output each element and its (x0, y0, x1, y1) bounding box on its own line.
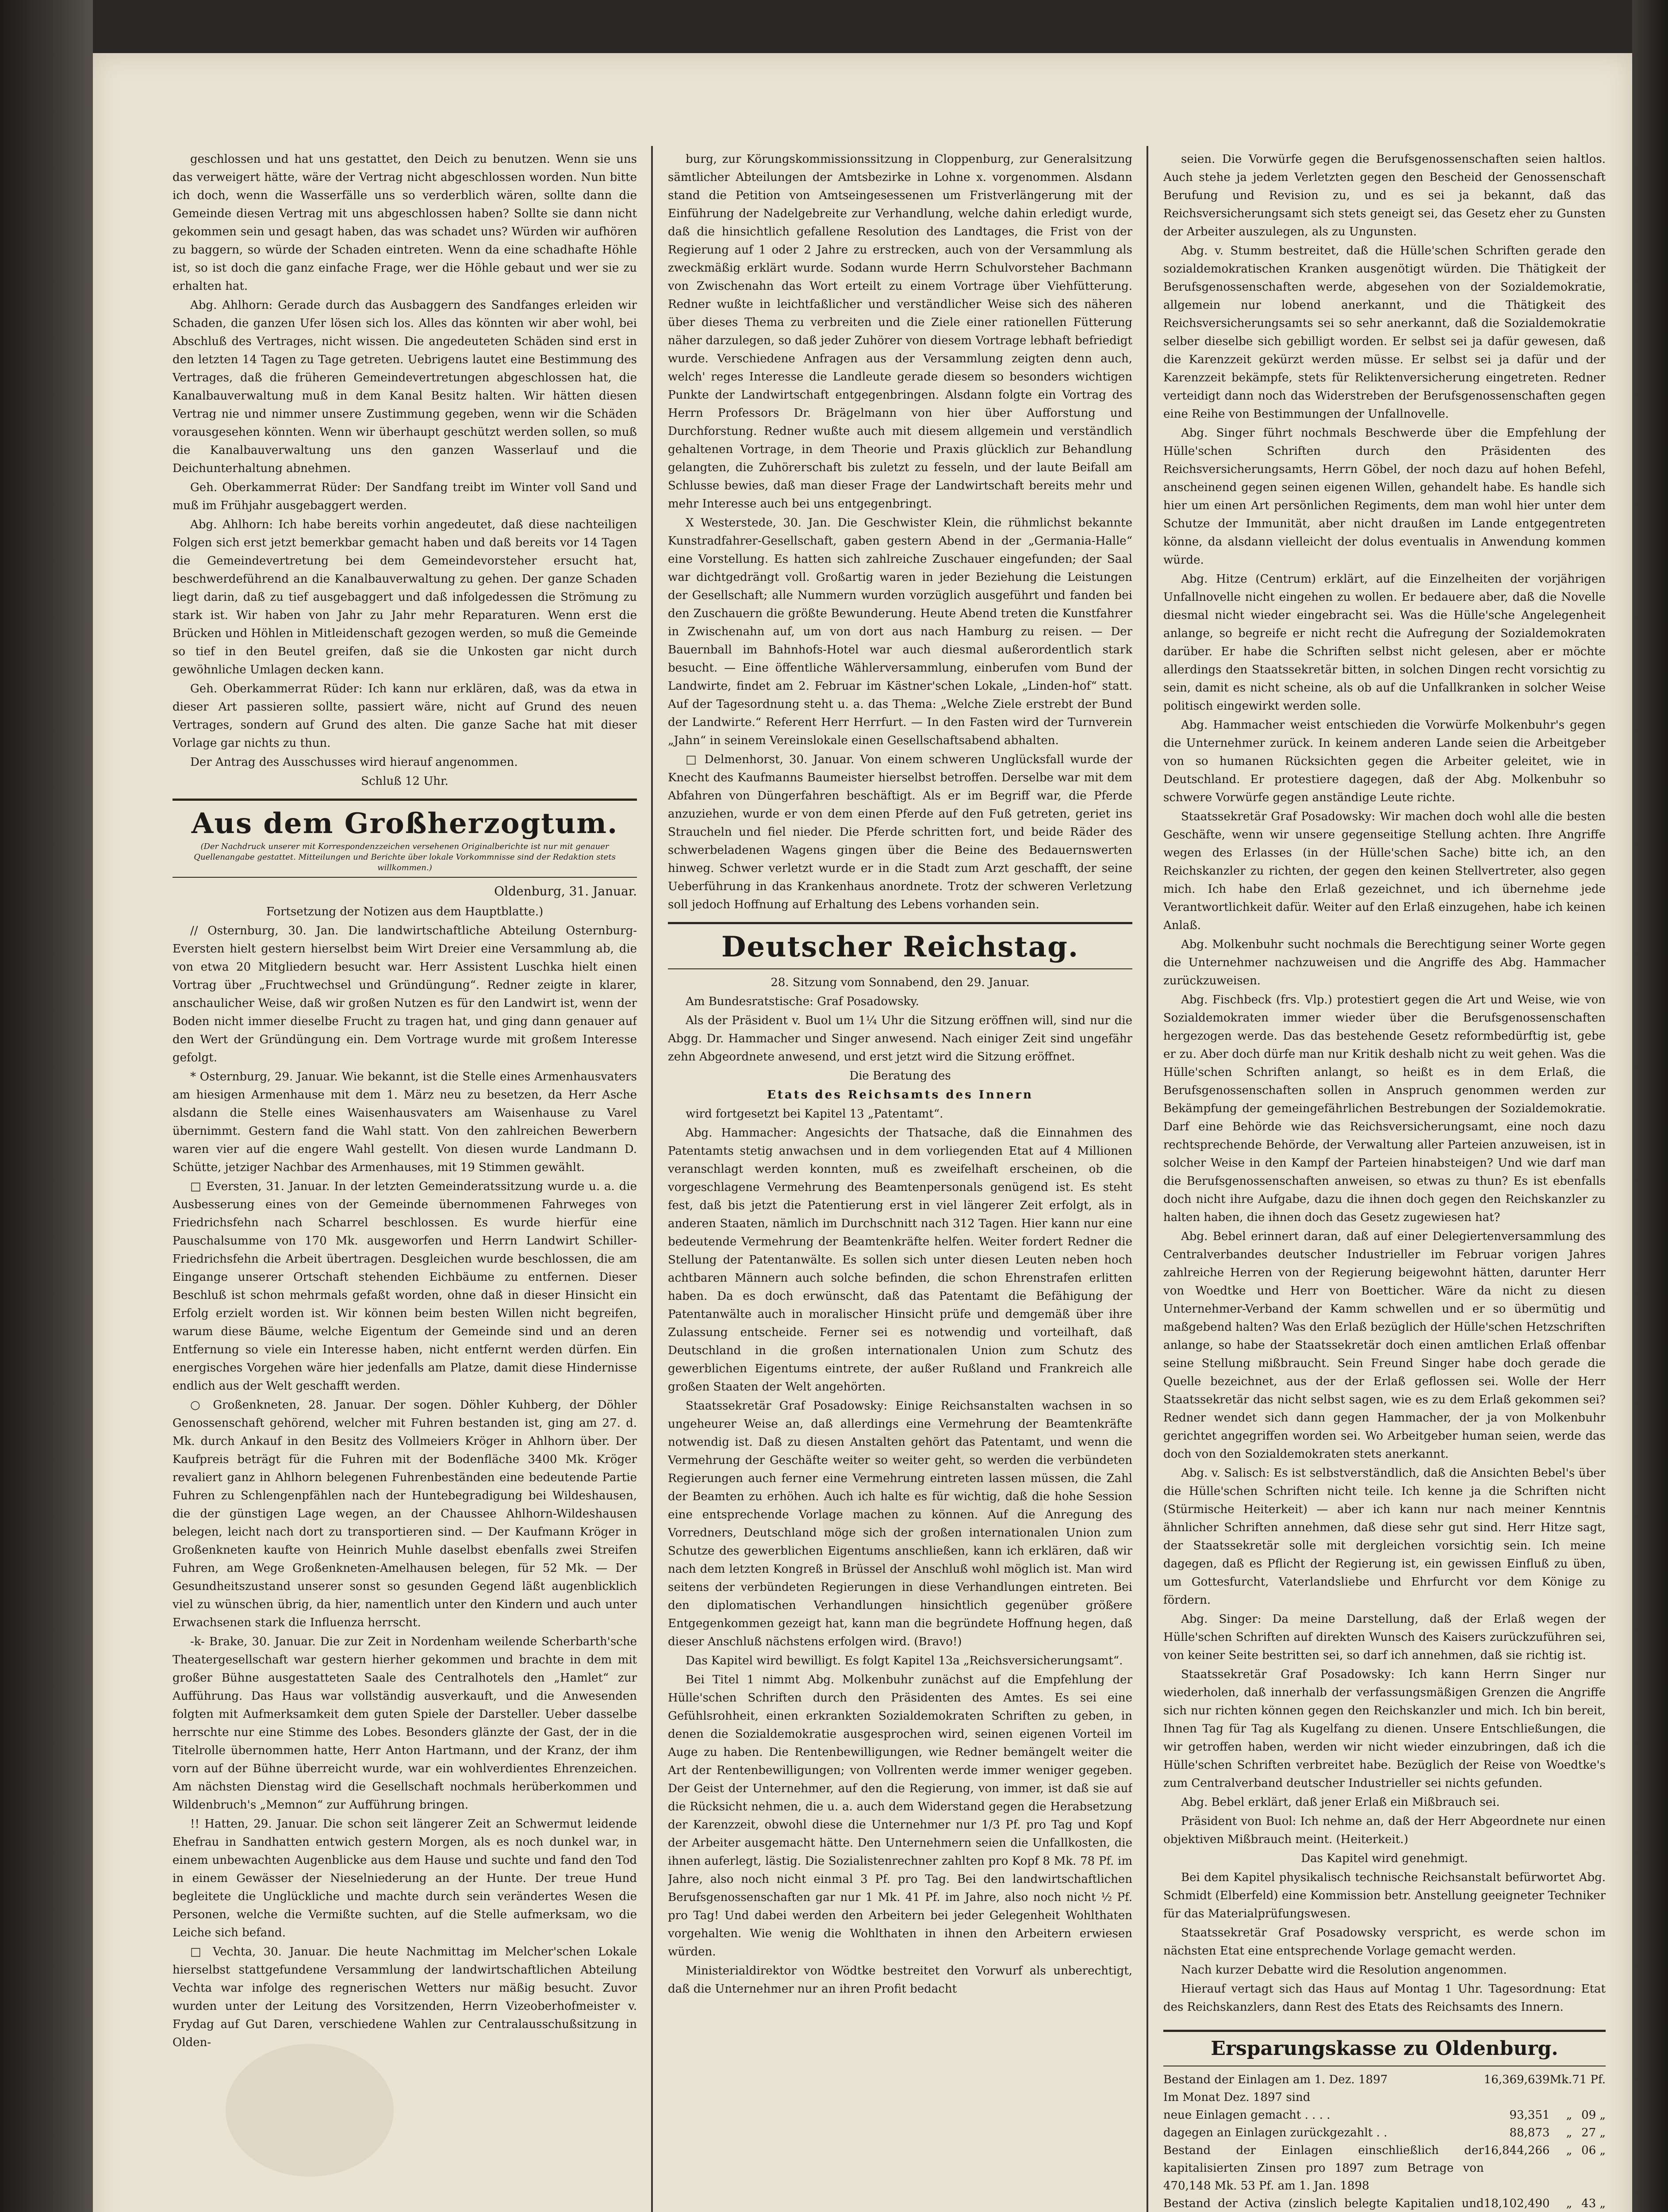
report-paragraph: Am Bundesratstische: Graf Posadowsky. (686, 995, 919, 1008)
row-amount (1484, 2089, 1550, 2106)
report-paragraph: Als der Präsident v. Buol um 1¼ Uhr die Sitzung eröffnen will, sind nur die Abgg. Dr. Hammacher und Singer anwesend. Nach einiger Zeit sind ungefähr zehn Abgeordnete anwesend, und erst jetzt wird die Sitzung eröffnet. (668, 1014, 1132, 1064)
report-paragraph: Nach kurzer Debatte wird die Resolution angenommen. (1181, 1963, 1507, 1977)
row-amount: 88,873 (1509, 2126, 1550, 2139)
row-pf: 09 „ (1581, 2108, 1606, 2122)
row-mk: „ (1566, 2108, 1572, 2122)
news-item: * Osternburg, 29. Januar. Wie bekannt, ist die Stelle eines Armenhausvaters am hiesigen Armenhause mit dem 1. März neu zu besetzen, da Herr Asche alsdann die Stelle eines Waisenhausvaters am Waisenhause zu Varel übernimmt. Gestern fand die Wahl statt. Von den zahlreichen Bewerbern waren vier auf die engere Wahl gestellt. Von diesen wurde Landmann D. Schütte, jetziger Nachbar des Armenhauses, mit 19 Stimmen gewählt. (173, 1070, 637, 1174)
row-label: Im Monat Dez. 1897 sind (1163, 2091, 1311, 2104)
column-1 (173, 150, 637, 2212)
report-paragraph: Abg. Hammacher: Angesichts der Thatsache, daß die Einnahmen des Patentamts stetig anwachsen und in dem vorliegenden Etat auf 4 Millionen veranschlagt werden konnten, muß es zweifelhaft erscheinen, ob die vorgeschlagene Vermehrung des Beamtenpersonals genügend ist. Es steht fest, daß bis jetzt die Patentierung erst in viel längerer Zeit erfolgt, als in anderen Staaten, nämlich im Durchschnitt nach 312 Tagen. Hier kann nur eine bedeutende Vermehrung der Beamtenkräfte helfen. Weiter fordert Redner die Stellung der Patentanwälte. Es sollen sich unter diesen Leuten neben hoch achtbaren Männern auch solche befinden, die schon Ehrenstrafen erlitten haben. Da es doch erwünscht, daß das Patentamt die Befähigung der Patentanwälte auch in moralischer Hinsicht prüfe und demgemäß über ihre Zulassung entscheide. Ferner sei es notwendig und vorteilhaft, daß Deutschland in die großen internationalen Union zum Schutz des gewerblichen Eigentums eintrete, der außer Rußland und Frankreich alle großen Staaten der Welt angehörten. (668, 1126, 1132, 1394)
row-mk (1550, 2089, 1572, 2106)
article-paragraph: Abg. Ahlhorn: Gerade durch das Ausbaggern des Sandfanges erleiden wir Schaden, die ganzen Ufer lösen sich los. Alles das könnten wir aber wohl, bei Abschluß des Vertrages, nicht wissen. Die angedeuteten Schäden sind erst in den letzten 14 Tagen zu Tage getreten. Uebrigens lautet eine Bestimmung des Vertrages, daß die früheren Gemeindevertretungen abgeschlossen hat, die Kanalbauverwaltung muß in dem Kanal Besitz halten. Wir hätten diesen Vertrag nie und nimmer unsere Zustimmung gegeben, wenn wir die Schäden vorausgesehen könnten. Wenn wir überhaupt geschützt werden sollen, so muß die Kanalbauverwaltung uns den ganzen Wasserlauf und die Deichunterhaltung abnehmen. (173, 299, 637, 475)
report-paragraph: Abg. Bebel erklärt, daß jener Erlaß ein Mißbrauch sei. (1181, 1796, 1500, 1809)
row-amount: 16,369,639 (1484, 2073, 1550, 2086)
row-mk: „ (1566, 2144, 1572, 2157)
report-paragraph: Staatssekretär Graf Posadowsky: Wir machen doch wohl alle die besten Geschäfte, wenn wir unsere gegenseitige Stellung achten. Ihre Angriffe wegen des Erlasses (in der Hülle'schen Sache) bitte ich, an den Reichskanzler zu richten, der gegen den keinen Stellvertreter, also gegen mich. Ich habe den Erlaß gezeichnet, und ich übernehme jede Verantwortlichkeit dafür. Weiter auf den Erlaß einzugehen, habe ich keinen Anlaß. (1163, 810, 1606, 932)
report-paragraph: Das Kapitel wird bewilligt. Es folgt Kapitel 13a „Reichsversicherungsamt“. (686, 1654, 1123, 1667)
row-mk: „ (1566, 2197, 1572, 2210)
section-header-reichstag (668, 922, 1132, 969)
news-item: □ Vechta, 30. Januar. Die heute Nachmittag im Melcher'schen Lokale hierselbst stattgefundene Versammlung der landwirtschaftlichen Abteilung Vechta war infolge des regnerischen Wetters nur mäßig besucht. Zuvor wurden unter der Leitung des Vorsitzenden, Herrn Vizeoberhofmeister v. Frydag auf Gut Daren, verschiedene Wahlen zur Centralausschußsitzung in Olden- (173, 1945, 637, 2049)
table-row (1163, 2071, 1606, 2089)
row-mk: Mk. (1549, 2073, 1572, 2086)
table-row (1163, 2089, 1606, 2106)
news-item: □ Eversten, 31. Januar. In der letzten Gemeinderatssitzung wurde u. a. die Ausbesserung eines von der Gemeinde übernommenen Fahrweges von Friedrichsfehn nach Scharrel beschlossen. Es wurde hierfür eine Pauschalsumme von 170 Mk. ausgeworfen und Herrn Landwirt Schiller-Friedrichsfehn die Arbeit übertragen. Desgleichen wurde beschlossen, die am Eingange unserer Ortschaft stehenden Eichbäume zu entfernen. Dieser Beschluß ist schon mehrmals gefaßt worden, ohne daß in dieser Hinsicht ein Erfolg erzielt worden ist. Wir können beim besten Willen nicht begreifen, warum diese Bäume, welche Eigentum der Gemeinde sind und an deren Entfernung so viele ein Interesse haben, nicht entfernt werden dürfen. Ein energisches Vorgehen wäre hier jedenfalls am Platze, damit diese Hindernisse endlich aus der Welt geschafft werden. (173, 1180, 637, 1393)
row-amount: 16,844,266 (1484, 2144, 1550, 2157)
savings-bank-table (1163, 2071, 1606, 2212)
row-pf: 71 Pf. (1572, 2073, 1606, 2086)
row-label: Bestand der Einlagen einschließlich der kapitalisierten Zinsen pro 1897 zum Betrage von 470,148 Mk. 53 Pf. am 1. Jan. 1898 (1163, 2144, 1484, 2193)
article-paragraph: geschlossen und hat uns gestattet, den Deich zu benutzen. Wenn sie uns das verweigert hätte, wäre der Vertrag nicht abgeschlossen worden. Nun bitte ich doch, wenn die Wasserfälle uns so verderblich wären, sollte dann die Gemeinde diesen Vertrag mit uns abgeschlossen haben? Sollte sie dann nicht gekommen sein und gesagt haben, das was schadet uns? Würden wir aufhören zu baggern, so würde der Schaden eintreten. Wenn da eine schadhafte Höhle ist, so ist doch die ganz einfache Frage, wer die Höhle gebaut und wer sie zu erhalten hat. (173, 153, 637, 293)
book-binding (0, 0, 93, 2212)
report-paragraph: Hierauf vertagt sich das Haus auf Montag 1 Uhr. Tagesordnung: Etat des Reichskanzlers, dann Rest des Etats des Reichsamts des Innern. (1163, 1982, 1606, 2014)
row-amount: 18,102,490 (1484, 2197, 1550, 2210)
news-item: X Westerstede, 30. Jan. Die Geschwister Klein, die rühmlichst bekannte Kunstradfahrer-Gesellschaft, gaben gestern Abend in der „Germania-Halle“ eine Vorstellung. Es hatten sich zahlreiche Zuschauer eingefunden; der Saal war dichtgedrängt voll. Großartig waren in jeder Beziehung die Leistungen der Gesellschaft; alle Nummern wurden vorzüglich ausgeführt und fanden bei den Zuschauern die größte Bewunderung. Heute Abend treten die Kunstfahrer in Zwischenahn auf, um von dort aus nach Hamburg zu reisen. — Der Bauernball im Bahnhofs-Hotel war auch diesmal außerordentlich stark besucht. — Eine öffentliche Wählerversammlung, einberufen vom Bund der Landwirte, findet am 2. Februar im Kästner'schen Lokale, „Linden-hof“ statt. Auf der Tagesordnung steht u. a. das Thema: „Welche Ziele erstrebt der Bund der Landwirte.“ Referent Herr Herrfurt. — In den Fasten wird der Turnverein „Jahn“ in seinem Vereinslokale einen Gesellschaftsabend abhalten. (668, 516, 1132, 747)
row-pf: 43 „ (1581, 2197, 1606, 2210)
report-paragraph: Bei Titel 1 nimmt Abg. Molkenbuhr zunächst auf die Empfehlung der Hülle'schen Schriften durch den Präsidenten des Amtes. Es sei eine Gefühlsrohheit, einen erkrankten Sozialdemokraten Schriften zu geben, in denen die Sozialdemokratie ausgesprochen wird, seinen eigenen Vorteil im Auge zu haben. Die Rentenbewilligungen, wie Redner bemängelt weiter die Art der Rentenbewilligungen; von Vollrenten werde immer weniger gegeben. Der Geist der Unternehmer, auf den die Regierung, von immer, ist daß sie auf die Rücksicht nehmen, die u. a. auch dem Widerstand gegen die Herabsetzung der Karenzzeit, obwohl diese die Unternehmer nur 1/3 Pf. pro Tag und Kopf der Arbeiter ausgemacht hätte. Den Unternehmern seien die Unfallkosten, die ihnen auferlegt, lästig. Die Sozialistenrechner zahlten pro Kopf 8 Mk. 78 Pf. im Jahre, also noch nicht einmal 3 Pf. pro Tag. Bei den landwirtschaftlichen Berufsgenossenschaften gar nur 1 Mk. 41 Pf. im Jahre, also noch nicht ½ Pf. pro Tag! Und dabei werden den Arbeitern bei jeder Gelegenheit Wohlthaten vorgehalten. Wie wenig die Wohlthaten in ihnen den Arbeitern erwiesen würden. (668, 1673, 1132, 1959)
report-paragraph: Abg. Bebel erinnert daran, daß auf einer Delegiertenversammlung des Centralverbandes deutscher Industrieller im Februar vorigen Jahres zahlreiche Herren von der Regierung beigewohnt hätten, darunter Herr von Woedtke und Herr von Boetticher. Wäre da nicht zu diesen Unternehmer-Verband der Kamm schwellen und er so übermütig und maßgebend halten? Was den Erlaß bezüglich der Hülle'schen Hetzschriften anlange, so habe der Staatssekretär doch einen amtlichen Erlaß offenbar seine Stellung mißbraucht. Sein Freund Singer habe doch gerade die Quelle bezeichnet, aus der der Erlaß geflossen sei. Wolle der Herr Staatssekretär das nicht selbst sagen, wie es zu dem Erlaß gekommen sei? Redner wendet sich dann gegen Hammacher, der ja von Molkenbuhr gerichtet angegriffen worden sei. Wo Arbeitgeber human seien, werde das doch von den Sozialdemokraten stets anerkannt. (1163, 1230, 1606, 1461)
news-item: burg, zur Körungskommissionssitzung in Cloppenburg, zur Generalsitzung sämtlicher Abteilungen der Amtsbezirke in Lohne x. vorgenommen. Alsdann stand die Petition von Amtseingesessenen um Fristverlängerung mit der Einführung der Nadelgebreite zur Verhandlung, welche dahin erledigt wurde, daß die hinsichtlich gefallene Resolution des Landtages, die Frist von der Regierung auf 1 oder 2 Jahre zu erstrecken, auch von der Versammlung als zweckmäßig erklärt wurde. Sodann wurde Herrn Schulvorsteher Bachmann von Zwischenahn das Wort erteilt zu einem Vortrage über Viehfütterung. Redner wußte in leichtfaßlicher und verständlicher Weise sich des näheren über dieses Thema zu verbreiten und die Ziele einer rationellen Fütterung näher darzulegen, so daß jeder Zuhörer von diesem Vortrage lebhaft befriedigt wurde. Verschiedene Anfragen aus der Versammlung zeigten denn auch, welch' reges Interesse die Landleute gerade diesem so besonders wichtigen Punkte der Landwirtschaft entgegenbringen. Alsdann folgte ein Vortrag des Herrn Professors Dr. Brägelmann von hier über Aufforstung und Durchforstung. Redner wußte auch mit diesem allgemein und verständlich gehaltenen Vortrage, in dem Theorie und Praxis glücklich zur Behandlung gelangten, die Zuhörerschaft bis zuletzt zu fesseln, und der laute Beifall am Schlusse bewies, daß man dieser Frage der Landwirtschaft bereits mehr und mehr Interesse auch bei uns entgegenbringt. (668, 153, 1132, 511)
report-paragraph: wird fortgesetzt bei Kapitel 13 „Patentamt“. (686, 1107, 943, 1121)
report-paragraph: Staatssekretär Graf Posadowsky: Ich kann Herrn Singer nur wiederholen, daß innerhalb der verfassungsmäßigen Grenzen die Angriffe sich nur richten können gegen den Reichskanzler und mich. Ich bin bereit, Ihnen Tag für Tag als Kugelfang zu dienen. Unsere Entschließungen, die wir getroffen haben, werden wir nicht wieder einzubringen, daß ich die Hülle'schen Schriften verbreitet habe. Bezüglich der Reise von Woedtke's zum Centralverband deutscher Industrieller sei nichts gefunden. (1163, 1668, 1606, 1790)
row-mk: „ (1566, 2126, 1572, 2139)
reprint-notice: (Der Nachdruck unserer mit Korrespondenzzeichen versehenen Originalberichte ist nur mit genauer Quellenangabe gestattet. Mitteilungen und Berichte über lokale Vorkommnisse sind der Redaktion stets willkommen.) (194, 842, 616, 872)
row-label: dagegen an Einlagen zurückgezahlt . . (1163, 2126, 1388, 2139)
news-item: -k- Brake, 30. Januar. Die zur Zeit in Nordenham weilende Scherbarth'sche Theatergesellschaft war gestern hierher gekommen und brachte in dem mit großer Bühne ausgestatteten Saale des Centralhotels den „Hamlet“ zur Aufführung. Das Haus war vollständig ausverkauft, und die Anwesenden folgten mit Aufmerksamkeit dem guten Spiele der Darsteller. Ueber dasselbe herrschte nur eine Stimme des Lobes. Besonders glänzte der Gast, der in die Titelrolle übernommen hatte, Herr Anton Hartmann, und der Kranz, der ihm vorn auf der Bühne überreicht wurde, war ein wohlverdientes Ehrenzeichen. Am nächsten Dienstag wird die Gesellschaft nochmals herüberkommen und Wildenbruch's „Memnon“ zur Aufführung bringen. (173, 1635, 637, 1812)
news-item: // Osternburg, 30. Jan. Die landwirtschaftliche Abteilung Osternburg-Eversten hielt gestern hierselbst beim Wirt Dreier eine Versammlung ab, die von etwa 20 Mitgliedern besucht war. Herr Assistent Luschka hielt einen Vortrag über „Fruchtwechsel und Gründüngung“. Redner zeigte in klarer, anschaulicher Weise, daß wir großen Nutzen es für den Landwirt ist, wenn der Boden nicht immer dieselbe Frucht zu tragen hat, und ging dann genauer auf den Wert der Gründüngung ein. Dem Vortrage wurde mit großem Interesse gefolgt. (173, 924, 637, 1064)
report-paragraph: Abg. v. Stumm bestreitet, daß die Hülle'schen Schriften gerade den sozialdemokratischen Kranken ausgenötigt würden. Die Thätigkeit der Berufsgenossenschaften werde, abgesehen von der Sozialdemokratie, allgemein nur lobend anerkannt, und die Thätigkeit des Reichsversicherungsamts sei so sehr anerkannt, daß die Sozialdemokratie selber dieselbe sich gebilligt worden. Er selbst sei ja dafür gewesen, daß die Karenzzeit gekürzt werden müsse. Er selbst sei ja dafür und der Karenzzeit bekämpfe, stets für Reliktenversicherung eingetreten. Redner verteidigt dann noch das Widerstreben der Berufsgenossenschaften gegen eine Reihe von Bestimmungen der Unfallnovelle. (1163, 244, 1606, 421)
column-2 (668, 150, 1132, 2212)
row-label: neue Einlagen gemacht . . . . (1163, 2108, 1331, 2122)
column-3 (1163, 150, 1606, 2212)
news-item: !! Hatten, 29. Januar. Die schon seit längerer Zeit an Schwermut leidende Ehefrau in Sandhatten entwich gestern Morgen, als es noch dunkel war, in einem unbewachten Augenblicke aus dem Hause und suchte und fand den Tod in einem Gewässer der Nieselniederung an der Hunte. Der treue Hund begleitete die Unglückliche und machte durch sein verändertes Wesen die Personen, welche die Vermißte suchten, auf die Stelle aufmerksam, wo die Leiche sich befand. (173, 1817, 637, 1939)
report-paragraph: Staatssekretär Graf Posadowsky: Einige Reichsanstalten wachsen in so ungeheurer Weise an, daß allerdings eine Vermehrung der Beamtenkräfte notwendig ist. Daß zu diesen Anstalten gehört das Patentamt, und wenn die Vermehrung der Geschäfte weiter so weiter geht, so werden die verbündeten Regierungen auch ferner eine Vermehrung eintreten lassen müssen, die Zahl der Beamten zu erhöhen. Auch ich halte es für wichtig, daß die hohe Session eine entsprechende Vorlage machen zu können. Auf die Anregung des Vorredners, Deutschland möge sich der großen internationalen Union zum Schutze des gewerblichen Eigentums anschließen, kann ich erklären, daß wir nach dem letzten Kongreß in Brüssel der Anschluß wohl möglich ist. Man wird seitens der verbündeten Regierungen in diese Verhandlungen eintreten. Bei den diplomatischen Verhandlungen hinsichtlich gegenüber größere Entgegenkommen gezeigt hat, kann man die begründete Hoffnung hegen, daß dieser Anschluß nächstens erfolgen wird. (Bravo!) (668, 1399, 1132, 1648)
column-rule (651, 146, 653, 2212)
report-paragraph: Das Kapitel wird genehmigt. (1301, 1852, 1468, 1865)
row-label: Bestand der Einlagen am 1. Dez. 1897 (1163, 2073, 1388, 2086)
dateline: Oldenburg, 31. Januar. (494, 884, 637, 899)
newspaper-page (93, 53, 1632, 2212)
report-paragraph: Bei dem Kapitel physikalisch technische Reichsanstalt befürwortet Abg. Schmidt (Elberfeld) eine Kommission betr. Anstellung geeigneter Techniker für das Materialprüfungswesen. (1163, 1871, 1606, 1920)
report-paragraph: Die Beratung des (849, 1069, 951, 1083)
continuation-note: Fortsetzung der Notizen aus dem Hauptblatte.) (266, 905, 544, 918)
report-paragraph: Präsident von Buol: Ich nehme an, daß der Herr Abgeordnete nur einen objektiven Mißbrauch meint. (Heiterkeit.) (1163, 1815, 1606, 1846)
article-paragraph: Der Antrag des Ausschusses wird hierauf angenommen. (190, 756, 518, 769)
report-paragraph: Abg. Singer führt nochmals Beschwerde über die Empfehlung der Hülle'schen Schriften durch den Präsidenten des Reichsversicherungsamts, Herrn Göbel, der noch dazu auf hohen Befehl, anscheinend gegen seinen eigenen Willen, gehandelt habe. Es handle sich hier um einen Art persönlichen Regiments, dem man wohl hier unter dem Schutze der Immunität, aber nicht draußen im Lande entgegentreten könne, da alsdann vielleicht der dolus eventualis in Anwendung kommen würde. (1163, 426, 1606, 567)
closing-time: Schluß 12 Uhr. (361, 775, 449, 788)
row-pf: 06 „ (1581, 2144, 1606, 2157)
report-paragraph: Abg. Fischbeck (frs. Vlp.) protestiert gegen die Art und Weise, wie von Sozialdemokraten immer wieder über die Berufsgenossenschaften hergezogen werde. Das das bestehende Gesetz reformbedürftig ist, gebe er zu. Aber doch dürfe man nur Kritik deshalb nicht zu weit gehen. Was die Hülle'schen Schriften anlangt, so heißt es in dem Erlaß, die Berufsgenossenschaften sollen in Anspruch genommen werden zur Bekämpfung der gemeingefährlichen Bestrebungen der Sozialdemokratie. Darf eine Behörde wie das Reichsversicherungsamt, eine noch dazu rechtsprechende Behörde, der Verwaltung aller Parteien anzuweisen, ist in solcher Weise in den Kampf der Parteien hinabsteigen? Und wie darf man die Berufsgenossenschaften anweisen, so etwas zu thun? Es ist ebenfalls doch nicht ihre Aufgabe, dazu die ihnen doch gegen den Reichskanzler zu halten haben, die ihnen doch das Gesetz zugewiesen hat? (1163, 993, 1606, 1224)
section-title: Aus dem Großherzogtum. (191, 807, 618, 840)
report-paragraph: Abg. Hitze (Centrum) erklärt, auf die Einzelheiten der vorjährigen Unfallnovelle nicht eingehen zu wollen. Er bedauere aber, daß die Novelle diesmal nicht wieder eingebracht sei. Was die Hülle'sche Angelegenheit anlange, so begreife er nicht recht die Aufregung der Sozialdemokraten darüber. Er habe die Schriften selbst nicht gelesen, aber er möchte allerdings den Staatssekretär bitten, in solchen Dingen recht vorsichtig zu sein, damit es nicht scheine, als ob auf die Unfallkranken in solcher Weise politisch eingewirkt werden solle. (1163, 572, 1606, 713)
report-paragraph: Abg. Hammacher weist entschieden die Vorwürfe Molkenbuhr's gegen die Unternehmer zurück. In keinem anderen Lande seien die Arbeitgeber von so humanen Rücksichten gegen die Arbeiter geleitet, wie in Deutschland. Er protestiere dagegen, daß der Abg. Molkenbuhr so schwere Vorwürfe gegen anständige Leute richte. (1163, 718, 1606, 804)
table-row (1163, 2142, 1606, 2195)
article-paragraph: Geh. Oberkammerrat Rüder: Der Sandfang treibt im Winter voll Sand und muß im Frühjahr ausgebaggert werden. (173, 481, 637, 512)
report-paragraph: Abg. Molkenbuhr sucht nochmals die Berechtigung seiner Worte gegen die Unternehmer nachzuweisen und die Angriffe des Abg. Hammacher zurückzuweisen. (1163, 938, 1606, 987)
report-paragraph: seien. Die Vorwürfe gegen die Berufsgenossenschaften seien haltlos. Auch stehe ja jedem Verletzten gegen den Bescheid der Genossenschaft Berufung und Revision zu, und es sei ja bekannt, daß das Reichsversicherungsamt sich stets geneigt sei, das Gesetz eher zu Gunsten der Arbeiter auszulegen, als zu Ungunsten. (1163, 153, 1606, 238)
article-paragraph: Geh. Oberkammerrat Rüder: Ich kann nur erklären, daß, was da etwa in dieser Art passieren sollte, passiert wäre, nicht auf Grund des neuen Vertrages, sondern auf Grund des alten. Die ganze Sache hat mit dieser Vorlage gar nichts zu thun. (173, 682, 637, 750)
table-row (1163, 2195, 1606, 2212)
table-row (1163, 2124, 1606, 2142)
row-pf: 27 „ (1581, 2126, 1606, 2139)
section-header-grossherzogtum (173, 799, 637, 878)
article-paragraph: Abg. Ahlhorn: Ich habe bereits vorhin angedeutet, daß diese nachteiligen Folgen sich erst jetzt bemerkbar gemacht haben und daß bereits vor 14 Tagen die Gemeindevertretung bei dem Gemeindevorsteher ersucht hat, beschwerdeführend an die Kanalbauverwaltung zu gehen. Der ganze Schaden liegt darin, daß zu tief ausgebaggert und daß infolgedessen die Strömung zu stark ist. Wir haben von Jahr zu Jahr mehr Reparaturen. Wenn erst die Brücken und Höhlen in Mitleidenschaft gezogen werden, so muß die Gemeinde so tief in den Beutel greifen, daß sie die Unkosten gar nicht durch gewöhnliche Umlagen decken kann. (173, 518, 637, 676)
savings-bank-title: Ersparungskasse zu Oldenburg. (1163, 2030, 1606, 2066)
row-label: Bestand der Activa (zinslich belegte Kapitalien und (1163, 2197, 1484, 2210)
table-row (1163, 2106, 1606, 2124)
report-paragraph: Staatssekretär Graf Posadowsky verspricht, es werde schon im nächsten Etat eine entsprechende Vorlage gemacht werden. (1163, 1926, 1606, 1958)
news-item: □ Delmenhorst, 30. Januar. Von einem schweren Unglücksfall wurde der Knecht des Kaufmanns Baumeister hierselbst betroffen. Derselbe war mit dem Abfahren von Düngerfahren beschäftigt. Als er im Begriff war, die Pferde anzuziehen, wurde er von dem einen Pferde auf den Fuß getreten, geriet ins Straucheln und fiel nieder. Die Pferde schritten fort, und beide Räder des schwerbeladenen Wagens gingen über die Beine des Bedauernswerten hinweg. Schwer verletzt wurde er in die Stadt zum Arzt geschafft, der seine Ueberführung in das Krankenhaus anordnete. Trotz der schweren Verletzung soll jedoch Hoffnung auf Erhaltung des Lebens vorhanden sein. (668, 753, 1132, 911)
report-paragraph: Abg. Singer: Da meine Darstellung, daß der Erlaß wegen der Hülle'schen Schriften auf direkten Wunsch des Kaisers zurückzuführen sei, von keiner Seite bestritten sei, so darf ich annehmen, daß sie richtig ist. (1163, 1613, 1606, 1662)
section-title: Deutscher Reichstag. (721, 930, 1079, 964)
page-edge (1632, 0, 1668, 2212)
report-paragraph: Abg. v. Salisch: Es ist selbstverständlich, daß die Ansichten Bebel's über die Hülle'schen Schriften nicht teile. Ich kenne ja die Schriften nicht (Stürmische Heiterkeit) — aber ich kann nur nach meiner Kenntnis ähnlicher Schriften annehmen, daß diese sehr gut sind. Herr Hitze sagt, der Staatssekretär solle mit dergleichen vorsichtig sein. Ich meine dagegen, daß es Pflicht der Regierung ist, ein gewissen Einfluß zu üben, um Gottesfurcht, Vaterlandsliebe und Ehrfurcht vor dem Könige zu fördern. (1163, 1467, 1606, 1607)
sitting-info: 28. Sitzung vom Sonnabend, den 29. Januar. (771, 976, 1030, 989)
etat-title: Etats des Reichsamts des Innern (767, 1088, 1033, 1102)
row-amount: 93,351 (1509, 2108, 1550, 2122)
row-pf (1572, 2089, 1606, 2106)
report-paragraph: Ministerialdirektor von Wödtke bestreitet den Vorwurf als unberechtigt, daß die Unternehmer nur an ihren Profit bedacht (668, 1964, 1132, 1996)
column-rule (1147, 146, 1148, 2212)
news-item: ○ Großenkneten, 28. Januar. Der sogen. Döhler Kuhberg, der Döhler Genossenschaft gehörend, welcher mit Fuhren bestanden ist, ging am 27. d. Mk. durch Ankauf in den Besitz des Vollmeiers Kröger in Ahlhorn über. Der Kaufpreis beträgt für die Fuhren mit der Bodenfläche 3400 Mk. Kröger revaliert ganz in Ahlhorn belegenen Fuhrenbeständen eine bedeutende Partie Fuhren zu Schlengenpfählen nach der Huntebegradigung bei Wildeshausen, die der günstigen Lage wegen, an der Chaussee Ahlhorn-Wildeshausen belegen, leicht nach dort zu transportieren sind. — Der Kaufmann Kröger in Großenkneten kaufte von Heinrich Muhle daselbst ebenfalls zwei Streifen Fuhren, am Wege Großenkneten-Amelhausen belegen, für 52 Mk. — Der Gesundheitszustand unserer sonst so gesunden Gegend läßt augenblicklich viel zu wünschen übrig, da hier, namentlich unter den Kindern und auch unter Erwachsenen stark die Influenza herrscht. (173, 1398, 637, 1629)
